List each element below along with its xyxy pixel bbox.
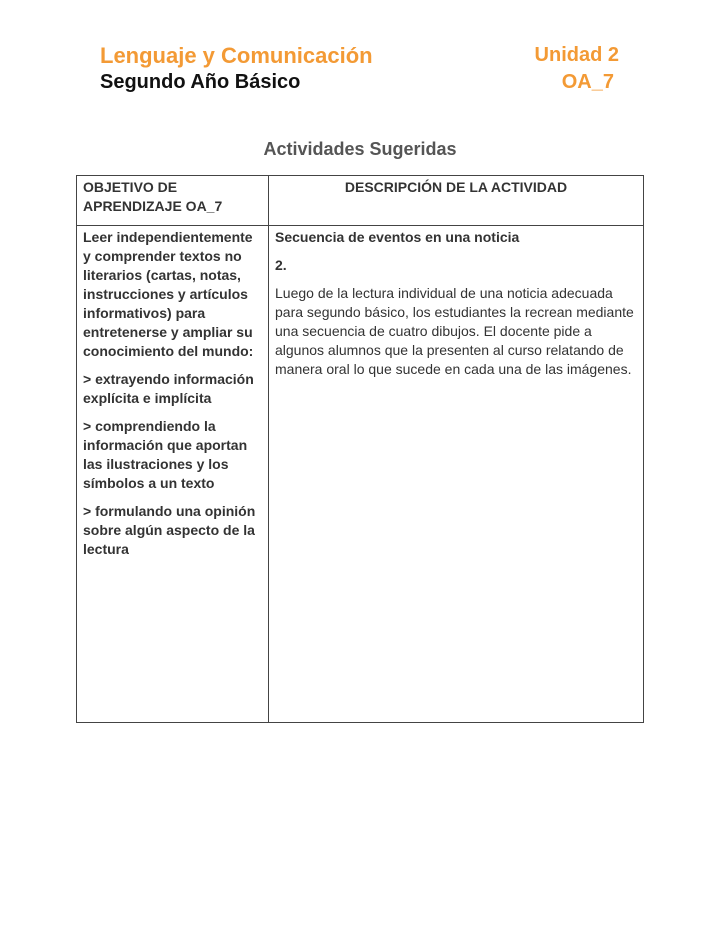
description-cell [269, 226, 644, 723]
description-column-header: DESCRIPCIÓN DE LA ACTIVIDAD [269, 176, 644, 226]
activity-title: Secuencia de eventos en una noticia [275, 229, 520, 245]
objective-cell [77, 226, 269, 723]
subject-title: Lenguaje y Comunicación [100, 43, 373, 68]
table-row [77, 226, 644, 723]
grade-title: Segundo Año Básico [100, 71, 301, 93]
section-title: Actividades Sugeridas [263, 139, 457, 159]
activity-text: Luego de la lectura individual de una noticia adecuada para segundo básico, los estudiantes la recrean mediante una secuencia de cuatro dibujos. El docente pide a algunos alumnos que la presenten al curso relatando de manera oral lo que sucede en cada una de las imágenes. [275, 285, 634, 377]
objective-point: > formulando una opinión sobre algún aspecto de la lectura [83, 503, 256, 557]
document-header-right [535, 42, 619, 95]
objective-point: > comprendiendo la información que aportan las ilustraciones y los símbolos a un texto [83, 418, 248, 491]
objective-column-header: OBJETIVO DE APRENDIZAJE OA_7 [77, 176, 269, 226]
activities-table [76, 175, 644, 723]
objective-main-text: Leer independientemente y comprender textos no literarios (cartas, notas, instrucciones y artículos informativos) para entretenerse y ampliar su conocimiento del mundo: [83, 229, 254, 359]
table-header-row [77, 176, 644, 226]
document-header-left [100, 42, 373, 95]
objective-point: > extrayendo información explícita e implícita [83, 371, 254, 406]
activity-number: 2. [275, 257, 287, 273]
oa-code: OA_7 [561, 71, 614, 93]
unit-title: Unidad 2 [534, 44, 619, 66]
